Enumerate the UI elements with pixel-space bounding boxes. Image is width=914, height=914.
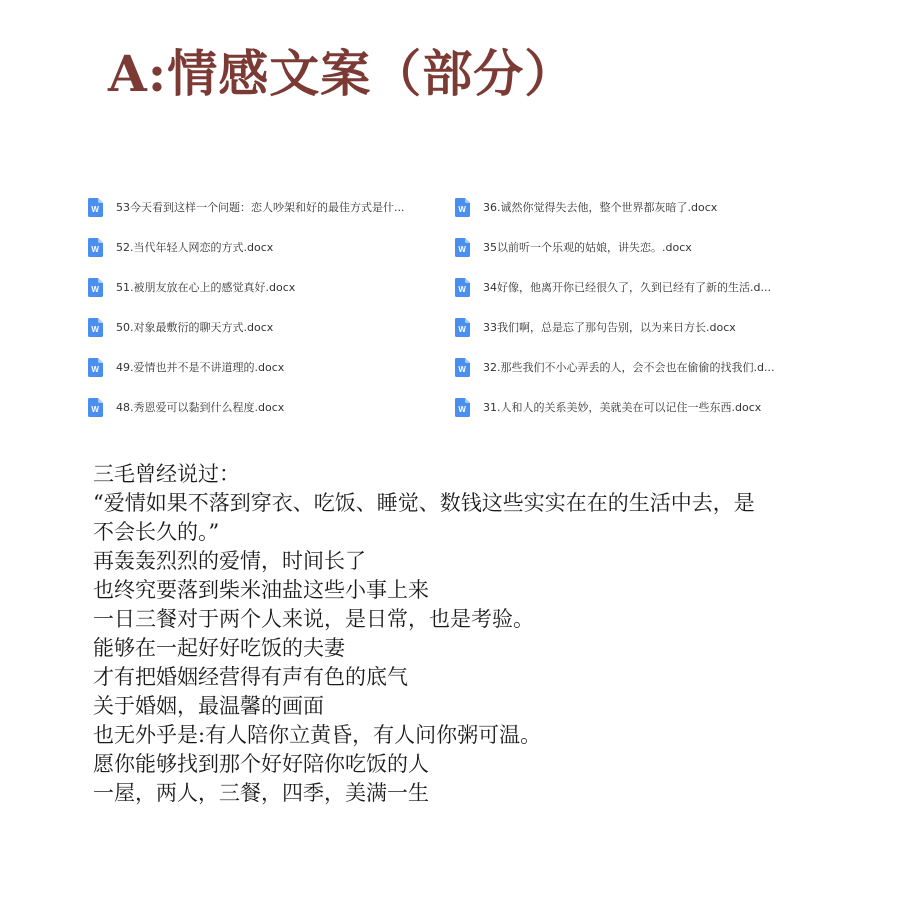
svg-text:W: W xyxy=(458,364,466,374)
file-item[interactable] xyxy=(88,356,455,378)
quote-text-block xyxy=(93,460,883,808)
word-doc-icon xyxy=(455,398,470,417)
file-item[interactable] xyxy=(455,236,808,258)
svg-text:W: W xyxy=(91,404,99,414)
file-name: 33我们啊，总是忘了那句告别，以为来日方长.docx xyxy=(483,321,736,334)
word-doc-icon xyxy=(455,238,470,257)
file-name: 48.秀恩爱可以黏到什么程度.docx xyxy=(116,401,285,414)
word-doc-icon xyxy=(88,398,103,417)
svg-text:W: W xyxy=(91,324,99,334)
file-item[interactable] xyxy=(88,396,455,418)
text-line: 三毛曾经说过： xyxy=(93,462,240,486)
file-item[interactable] xyxy=(455,196,808,218)
word-doc-icon xyxy=(88,238,103,257)
file-name: 36.诚然你觉得失去他，整个世界都灰暗了.docx xyxy=(483,201,718,214)
file-item[interactable] xyxy=(88,276,455,298)
text-line: 一日三餐对于两个人来说，是日常，也是考验。 xyxy=(93,607,534,631)
file-name: 49.爱情也并不是不讲道理的.docx xyxy=(116,361,285,374)
word-doc-icon xyxy=(455,278,470,297)
word-doc-icon xyxy=(455,358,470,377)
svg-text:W: W xyxy=(458,404,466,414)
page-title: A:情感文案（部分） xyxy=(108,44,576,103)
text-line: 也终究要落到柴米油盐这些小事上来 xyxy=(93,578,429,602)
word-doc-icon xyxy=(88,278,103,297)
svg-text:W: W xyxy=(458,204,466,214)
svg-text:W: W xyxy=(458,324,466,334)
text-line: 愿你能够找到那个好好陪你吃饭的人 xyxy=(93,752,429,776)
file-item[interactable] xyxy=(455,356,808,378)
svg-text:W: W xyxy=(91,204,99,214)
word-doc-icon xyxy=(88,318,103,337)
text-line: 关于婚姻，最温馨的画面 xyxy=(93,694,324,718)
file-name: 31.人和人的关系美妙，美就美在可以记住一些东西.docx xyxy=(483,401,762,414)
svg-text:W: W xyxy=(91,364,99,374)
file-item[interactable] xyxy=(88,196,455,218)
file-item[interactable] xyxy=(88,316,455,338)
svg-text:W: W xyxy=(91,244,99,254)
text-line: 再轰轰烈烈的爱情，时间长了 xyxy=(93,549,366,573)
file-item[interactable] xyxy=(455,396,808,418)
file-item[interactable] xyxy=(88,236,455,258)
text-line: 能够在一起好好吃饭的夫妻 xyxy=(93,636,345,660)
text-line: “爱情如果不落到穿衣、吃饭、睡觉、数钱这些实实在在的生活中去，是 xyxy=(93,491,755,515)
svg-text:W: W xyxy=(91,284,99,294)
svg-text:W: W xyxy=(458,284,466,294)
text-line: 才有把婚姻经营得有声有色的底气 xyxy=(93,665,408,689)
word-doc-icon xyxy=(88,198,103,217)
file-name: 34好像，他离开你已经很久了，久到已经有了新的生活.d... xyxy=(483,281,771,294)
text-line: 不会长久的。” xyxy=(93,520,220,544)
file-name: 50.对象最敷衍的聊天方式.docx xyxy=(116,321,274,334)
text-line: 一屋，两人，三餐，四季，美满一生 xyxy=(93,781,429,805)
word-doc-icon xyxy=(455,198,470,217)
file-name: 53今天看到这样一个问题：恋人吵架和好的最佳方式是什... xyxy=(116,201,405,214)
file-item[interactable] xyxy=(455,316,808,338)
svg-text:W: W xyxy=(458,244,466,254)
file-item[interactable] xyxy=(455,276,808,298)
word-doc-icon xyxy=(455,318,470,337)
file-list xyxy=(88,196,808,436)
file-name: 32.那些我们不小心弄丢的人，会不会也在偷偷的找我们.d... xyxy=(483,361,775,374)
word-doc-icon xyxy=(88,358,103,377)
text-line: 也无外乎是:有人陪你立黄昏，有人问你粥可温。 xyxy=(93,723,542,747)
file-name: 35以前听一个乐观的姑娘，讲失恋。.docx xyxy=(483,241,692,254)
file-name: 51.被朋友放在心上的感觉真好.docx xyxy=(116,281,296,294)
file-name: 52.当代年轻人网恋的方式.docx xyxy=(116,241,274,254)
